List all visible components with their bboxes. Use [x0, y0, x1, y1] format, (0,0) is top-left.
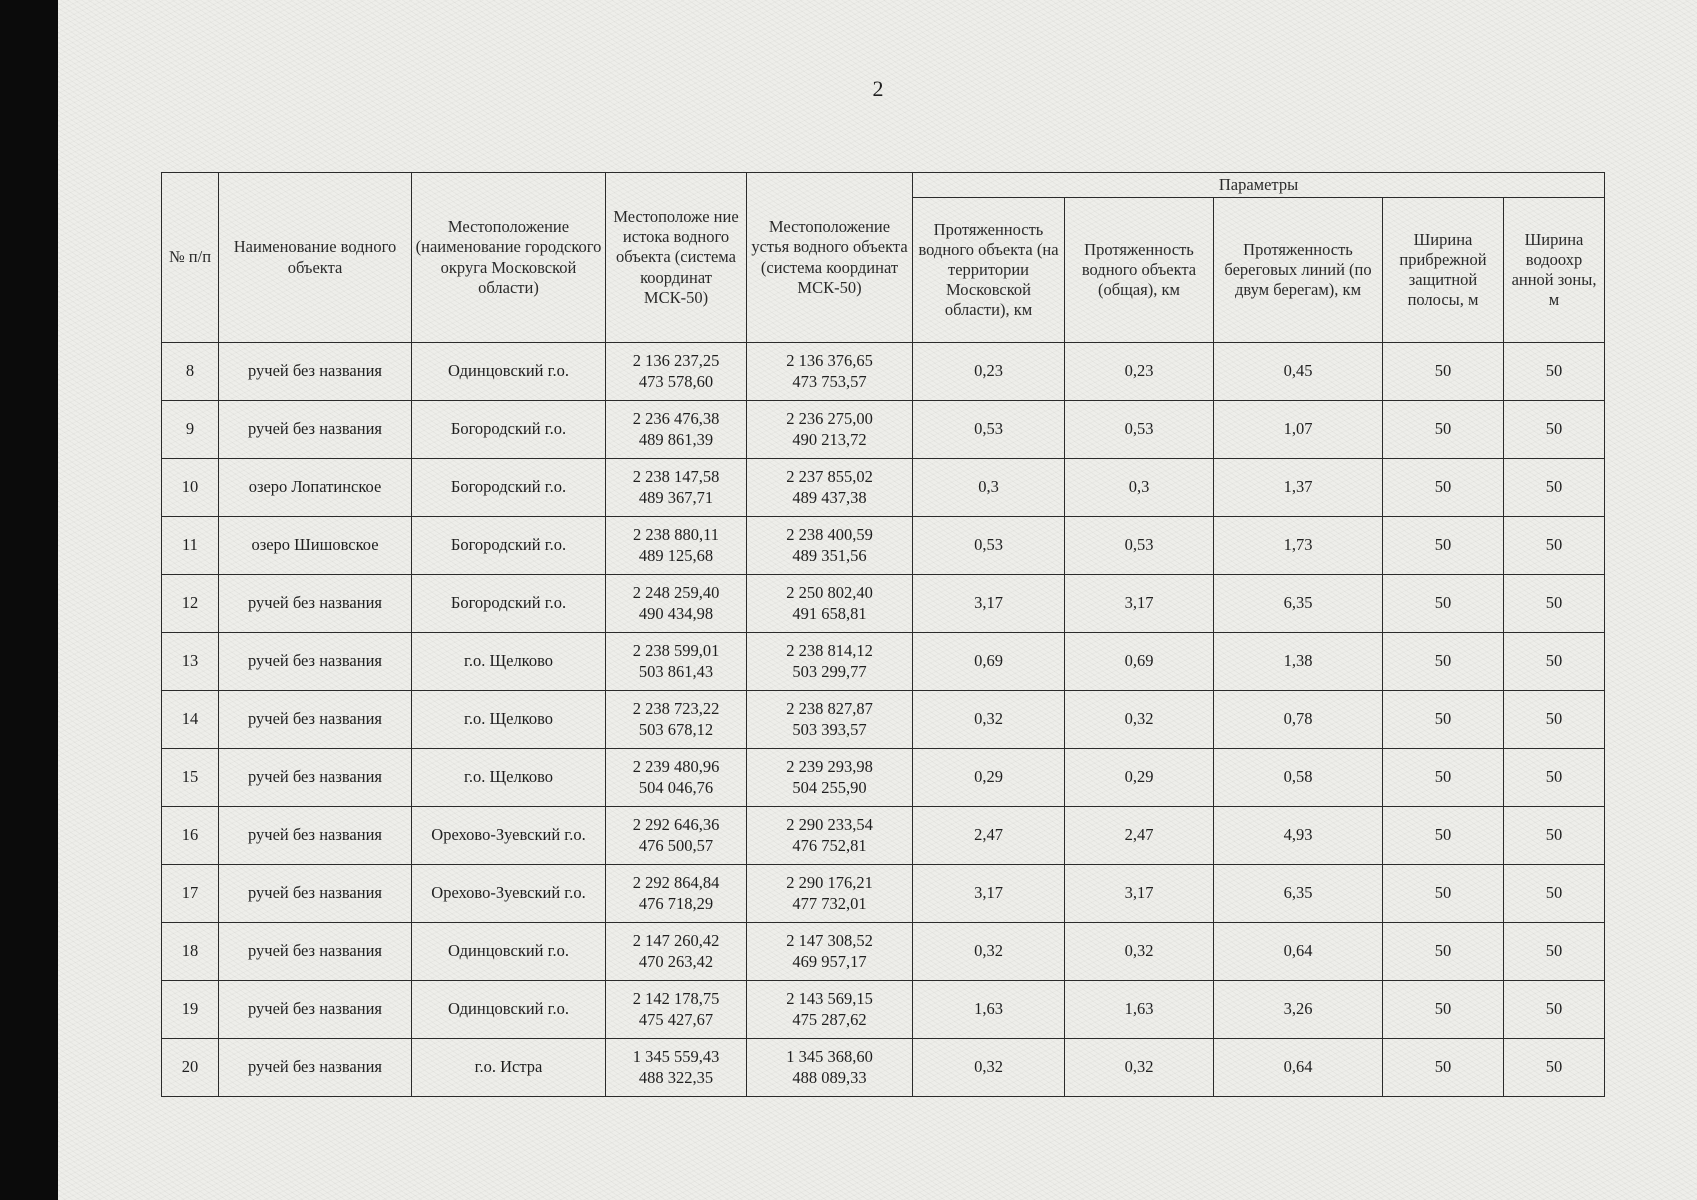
mouth-x: 2 250 802,40 — [786, 583, 873, 603]
cell-mouth — [747, 807, 913, 865]
cell-length-region: 1,63 — [913, 981, 1065, 1039]
source-y: 470 263,42 — [638, 951, 714, 971]
header-coastal-strip: Ширина прибрежной защитной полосы, м — [1383, 198, 1504, 343]
source-y: 488 322,35 — [638, 1067, 714, 1087]
table-row — [162, 749, 1605, 807]
cell-length-total: 0,29 — [1065, 749, 1214, 807]
cell-length-region: 2,47 — [913, 807, 1065, 865]
cell-name: озеро Шишовское — [219, 517, 412, 575]
table-row — [162, 981, 1605, 1039]
cell-protection-zone: 50 — [1504, 865, 1605, 923]
table-row — [162, 343, 1605, 401]
cell-protection-zone: 50 — [1504, 459, 1605, 517]
cell-coastal-strip: 50 — [1383, 459, 1504, 517]
cell-protection-zone: 50 — [1504, 633, 1605, 691]
mouth-x: 2 147 308,52 — [786, 931, 873, 951]
cell-mouth — [747, 517, 913, 575]
cell-mouth — [747, 401, 913, 459]
mouth-x: 2 237 855,02 — [786, 467, 873, 487]
mouth-y: 489 437,38 — [792, 487, 867, 507]
table-row — [162, 459, 1605, 517]
source-x: 2 238 599,01 — [632, 641, 720, 661]
mouth-y: 473 753,57 — [792, 371, 867, 391]
cell-source — [606, 517, 747, 575]
mouth-x: 2 238 827,87 — [786, 699, 873, 719]
mouth-y: 503 393,57 — [792, 719, 867, 739]
cell-shoreline: 4,93 — [1214, 807, 1383, 865]
cell-protection-zone: 50 — [1504, 343, 1605, 401]
source-y: 489 367,71 — [638, 487, 714, 507]
source-x: 2 238 880,11 — [632, 525, 719, 545]
header-location: Местоположение (наименование городского округа Московской области) — [412, 173, 606, 343]
table-row — [162, 807, 1605, 865]
table-row — [162, 517, 1605, 575]
mouth-y: 489 351,56 — [792, 545, 867, 565]
cell-mouth — [747, 691, 913, 749]
cell-length-total: 0,53 — [1065, 517, 1214, 575]
cell-mouth — [747, 865, 913, 923]
cell-length-region: 3,17 — [913, 575, 1065, 633]
cell-length-total: 0,53 — [1065, 401, 1214, 459]
cell-source — [606, 1039, 747, 1097]
table-row — [162, 691, 1605, 749]
header-num: № п/п — [162, 173, 219, 343]
cell-name: озеро Лопатинское — [219, 459, 412, 517]
cell-length-region: 0,53 — [913, 401, 1065, 459]
cell-length-total: 3,17 — [1065, 575, 1214, 633]
header-protection-zone: Ширина водоохр анной зоны, м — [1504, 198, 1605, 343]
source-x: 2 292 646,36 — [632, 815, 720, 835]
cell-shoreline: 0,45 — [1214, 343, 1383, 401]
cell-coastal-strip: 50 — [1383, 749, 1504, 807]
cell-location: Богородский г.о. — [412, 459, 606, 517]
cell-length-total: 0,32 — [1065, 691, 1214, 749]
cell-length-total: 0,69 — [1065, 633, 1214, 691]
source-y: 504 046,76 — [638, 777, 714, 797]
cell-name: ручей без названия — [219, 633, 412, 691]
cell-num: 13 — [162, 633, 219, 691]
cell-source — [606, 865, 747, 923]
cell-coastal-strip: 50 — [1383, 517, 1504, 575]
cell-mouth — [747, 343, 913, 401]
cell-num: 9 — [162, 401, 219, 459]
cell-num: 17 — [162, 865, 219, 923]
cell-location: г.о. Щелково — [412, 749, 606, 807]
cell-protection-zone: 50 — [1504, 981, 1605, 1039]
cell-length-region: 0,29 — [913, 749, 1065, 807]
mouth-y: 490 213,72 — [792, 429, 867, 449]
cell-length-region: 0,53 — [913, 517, 1065, 575]
cell-location: Одинцовский г.о. — [412, 981, 606, 1039]
cell-location: г.о. Щелково — [412, 633, 606, 691]
cell-name: ручей без названия — [219, 807, 412, 865]
cell-coastal-strip: 50 — [1383, 865, 1504, 923]
cell-coastal-strip: 50 — [1383, 807, 1504, 865]
cell-shoreline: 0,64 — [1214, 1039, 1383, 1097]
cell-location: Богородский г.о. — [412, 575, 606, 633]
cell-coastal-strip: 50 — [1383, 575, 1504, 633]
cell-num: 19 — [162, 981, 219, 1039]
cell-coastal-strip: 50 — [1383, 923, 1504, 981]
cell-length-region: 0,32 — [913, 923, 1065, 981]
cell-length-region: 3,17 — [913, 865, 1065, 923]
cell-name: ручей без названия — [219, 923, 412, 981]
source-x: 2 239 480,96 — [632, 757, 720, 777]
source-x: 2 238 147,58 — [632, 467, 720, 487]
cell-length-total: 2,47 — [1065, 807, 1214, 865]
cell-protection-zone: 50 — [1504, 923, 1605, 981]
cell-mouth — [747, 981, 913, 1039]
cell-shoreline: 6,35 — [1214, 575, 1383, 633]
cell-mouth — [747, 459, 913, 517]
source-x: 2 142 178,75 — [632, 989, 720, 1009]
cell-length-total: 0,32 — [1065, 923, 1214, 981]
cell-name: ручей без названия — [219, 1039, 412, 1097]
cell-source — [606, 749, 747, 807]
mouth-y: 488 089,33 — [792, 1067, 867, 1087]
cell-length-total: 0,32 — [1065, 1039, 1214, 1097]
table-row — [162, 865, 1605, 923]
mouth-y: 469 957,17 — [792, 951, 867, 971]
cell-source — [606, 575, 747, 633]
header-length-region: Протяженность водного объекта (на территории Московской области), км — [913, 198, 1065, 343]
source-x: 2 292 864,84 — [632, 873, 720, 893]
source-x: 2 147 260,42 — [632, 931, 720, 951]
source-y: 476 718,29 — [638, 893, 714, 913]
cell-name: ручей без названия — [219, 749, 412, 807]
header-params: Параметры — [913, 173, 1605, 198]
cell-length-total: 1,63 — [1065, 981, 1214, 1039]
header-length-total: Протяженность водного объекта (общая), км — [1065, 198, 1214, 343]
mouth-y: 504 255,90 — [792, 777, 867, 797]
cell-length-region: 0,32 — [913, 1039, 1065, 1097]
cell-length-region: 0,3 — [913, 459, 1065, 517]
cell-length-total: 0,3 — [1065, 459, 1214, 517]
scan-dark-edge — [0, 0, 58, 1200]
cell-shoreline: 1,37 — [1214, 459, 1383, 517]
cell-num: 12 — [162, 575, 219, 633]
cell-coastal-strip: 50 — [1383, 981, 1504, 1039]
cell-num: 8 — [162, 343, 219, 401]
cell-coastal-strip: 50 — [1383, 691, 1504, 749]
mouth-y: 475 287,62 — [792, 1009, 867, 1029]
cell-protection-zone: 50 — [1504, 517, 1605, 575]
cell-coastal-strip: 50 — [1383, 1039, 1504, 1097]
mouth-x: 2 136 376,65 — [786, 351, 873, 371]
cell-coastal-strip: 50 — [1383, 401, 1504, 459]
source-x: 1 345 559,43 — [632, 1047, 720, 1067]
cell-shoreline: 6,35 — [1214, 865, 1383, 923]
source-y: 476 500,57 — [638, 835, 714, 855]
source-y: 503 861,43 — [638, 661, 714, 681]
table-row — [162, 923, 1605, 981]
cell-source — [606, 923, 747, 981]
cell-mouth — [747, 1039, 913, 1097]
header-mouth: Местоположение устья водного объекта (система координат МСК-50) — [747, 173, 913, 343]
cell-shoreline: 3,26 — [1214, 981, 1383, 1039]
cell-protection-zone: 50 — [1504, 691, 1605, 749]
mouth-y: 477 732,01 — [792, 893, 867, 913]
source-y: 473 578,60 — [638, 371, 714, 391]
cell-shoreline: 0,78 — [1214, 691, 1383, 749]
cell-protection-zone: 50 — [1504, 1039, 1605, 1097]
table-row — [162, 1039, 1605, 1097]
mouth-x: 2 239 293,98 — [786, 757, 873, 777]
cell-name: ручей без названия — [219, 981, 412, 1039]
cell-length-total: 3,17 — [1065, 865, 1214, 923]
cell-length-total: 0,23 — [1065, 343, 1214, 401]
cell-protection-zone: 50 — [1504, 401, 1605, 459]
table-body — [162, 343, 1605, 1097]
cell-name: ручей без названия — [219, 691, 412, 749]
header-name: Наименование водного объекта — [219, 173, 412, 343]
cell-protection-zone: 50 — [1504, 575, 1605, 633]
source-y: 475 427,67 — [638, 1009, 714, 1029]
cell-shoreline: 1,38 — [1214, 633, 1383, 691]
cell-num: 10 — [162, 459, 219, 517]
cell-location: г.о. Щелково — [412, 691, 606, 749]
mouth-y: 476 752,81 — [792, 835, 867, 855]
cell-num: 18 — [162, 923, 219, 981]
cell-source — [606, 807, 747, 865]
mouth-x: 2 290 176,21 — [786, 873, 873, 893]
table-row — [162, 633, 1605, 691]
table-row — [162, 575, 1605, 633]
cell-mouth — [747, 749, 913, 807]
cell-source — [606, 401, 747, 459]
header-shoreline: Протяженность береговых линий (по двум берегам), км — [1214, 198, 1383, 343]
cell-protection-zone: 50 — [1504, 807, 1605, 865]
mouth-x: 2 236 275,00 — [786, 409, 873, 429]
cell-num: 15 — [162, 749, 219, 807]
source-x: 2 248 259,40 — [632, 583, 720, 603]
cell-shoreline: 0,58 — [1214, 749, 1383, 807]
cell-source — [606, 459, 747, 517]
table-header — [162, 173, 1605, 343]
mouth-x: 1 345 368,60 — [786, 1047, 873, 1067]
table-row — [162, 401, 1605, 459]
cell-location: Богородский г.о. — [412, 517, 606, 575]
source-x: 2 136 237,25 — [632, 351, 720, 371]
cell-num: 20 — [162, 1039, 219, 1097]
mouth-x: 2 143 569,15 — [786, 989, 873, 1009]
cell-location: Богородский г.о. — [412, 401, 606, 459]
cell-shoreline: 0,64 — [1214, 923, 1383, 981]
cell-protection-zone: 50 — [1504, 749, 1605, 807]
cell-name: ручей без названия — [219, 401, 412, 459]
source-y: 489 125,68 — [638, 545, 714, 565]
cell-mouth — [747, 633, 913, 691]
cell-source — [606, 981, 747, 1039]
cell-num: 16 — [162, 807, 219, 865]
cell-name: ручей без названия — [219, 865, 412, 923]
source-y: 490 434,98 — [638, 603, 714, 623]
cell-name: ручей без названия — [219, 343, 412, 401]
cell-source — [606, 691, 747, 749]
cell-shoreline: 1,73 — [1214, 517, 1383, 575]
cell-location: Орехово-Зуевский г.о. — [412, 807, 606, 865]
mouth-y: 503 299,77 — [792, 661, 867, 681]
cell-source — [606, 343, 747, 401]
cell-location: Орехово-Зуевский г.о. — [412, 865, 606, 923]
mouth-x: 2 290 233,54 — [786, 815, 873, 835]
cell-coastal-strip: 50 — [1383, 343, 1504, 401]
mouth-y: 491 658,81 — [792, 603, 867, 623]
cell-length-region: 0,32 — [913, 691, 1065, 749]
cell-mouth — [747, 923, 913, 981]
cell-length-region: 0,23 — [913, 343, 1065, 401]
cell-name: ручей без названия — [219, 575, 412, 633]
mouth-x: 2 238 814,12 — [786, 641, 873, 661]
cell-location: г.о. Истра — [412, 1039, 606, 1097]
cell-source — [606, 633, 747, 691]
header-source: Местоположе ние истока водного объекта (система координат МСК-50) — [606, 173, 747, 343]
source-y: 503 678,12 — [638, 719, 714, 739]
source-y: 489 861,39 — [638, 429, 714, 449]
cell-location: Одинцовский г.о. — [412, 343, 606, 401]
cell-num: 11 — [162, 517, 219, 575]
source-x: 2 236 476,38 — [632, 409, 720, 429]
water-objects-table — [161, 172, 1605, 1097]
cell-mouth — [747, 575, 913, 633]
source-x: 2 238 723,22 — [632, 699, 720, 719]
cell-shoreline: 1,07 — [1214, 401, 1383, 459]
cell-coastal-strip: 50 — [1383, 633, 1504, 691]
cell-length-region: 0,69 — [913, 633, 1065, 691]
cell-num: 14 — [162, 691, 219, 749]
page-number: 2 — [872, 76, 884, 101]
mouth-x: 2 238 400,59 — [786, 525, 873, 545]
cell-location: Одинцовский г.о. — [412, 923, 606, 981]
